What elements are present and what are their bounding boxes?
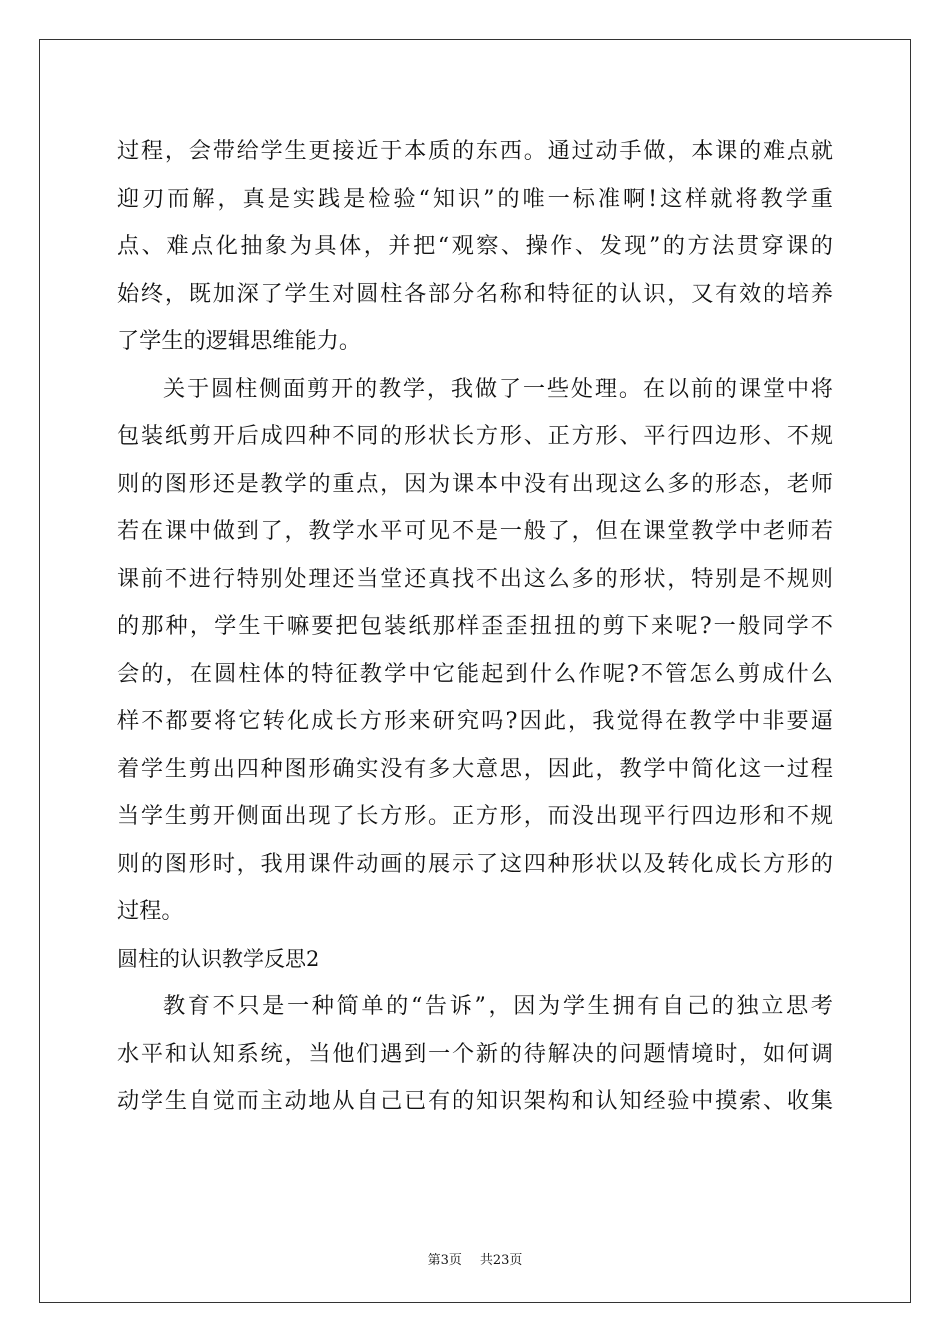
text-line: 点、难点化抽象为具体，并把“观察、操作、发现”的方法贯穿课的 (117, 233, 833, 259)
text-line: 若在课中做到了，教学水平可见不是一般了，但在课堂教学中老师若 (117, 518, 833, 544)
text-line: 水平和认知系统，当他们遇到一个新的待解决的问题情境时，如何调 (117, 1040, 833, 1067)
text-line: 过程。 (117, 898, 184, 924)
text-line: 样不都要将它转化成长方形来研究吗?因此，我觉得在教学中非要逼 (117, 708, 833, 734)
text-line: 则的图形时，我用课件动画的展示了这四种形状以及转化成长方形的 (117, 850, 833, 877)
text-line: 了学生的逻辑思维能力。 (117, 328, 362, 354)
text-line: 当学生剪开侧面出现了长方形。正方形，而没出现平行四边形和不规 (117, 803, 833, 829)
text-line: 包装纸剪开后成四种不同的形状长方形、正方形、平行四边形、不规 (117, 423, 833, 449)
page-footer (0, 1249, 950, 1268)
text-line: 始终，既加深了学生对圆柱各部分名称和特征的认识，又有效的培养 (117, 280, 833, 307)
text-line: 的那种，学生干嘛要把包装纸那样歪歪扭扭的剪下来呢?一般同学不 (117, 613, 833, 639)
text-line: 着学生剪出四种图形确实没有多大意思，因此，教学中简化这一过程 (117, 755, 833, 782)
section-heading: 圆柱的认识教学反思2 (117, 946, 320, 971)
text-line: 关于圆柱侧面剪开的教学，我做了一些处理。在以前的课堂中将 (163, 375, 833, 402)
text-line: 教育不只是一种简单的“告诉”，因为学生拥有自己的独立思考 (163, 993, 833, 1019)
text-line: 课前不进行特别处理还当堂还真找不出这么多的形状，特别是不规则 (117, 565, 833, 592)
text-line: 过程，会带给学生更接近于本质的东西。通过动手做，本课的难点就 (117, 138, 833, 164)
paragraph-3 (117, 983, 833, 1126)
paragraph-2 (117, 366, 833, 936)
paragraph-1 (117, 128, 833, 366)
text-line: 迎刃而解，真是实践是检验“知识”的唯一标准啊!这样就将教学重 (117, 185, 833, 212)
document-body (117, 128, 833, 1126)
page-total: 共23页 (479, 1253, 523, 1268)
text-line: 会的，在圆柱体的特征教学中它能起到什么作呢?不管怎么剪成什么 (117, 660, 833, 687)
page-number: 第3页 (427, 1253, 462, 1268)
text-line: 动学生自觉而主动地从自己已有的知识架构和认知经验中摸索、收集 (117, 1088, 833, 1114)
text-line: 则的图形还是教学的重点，因为课本中没有出现这么多的形态，老师 (117, 470, 833, 497)
